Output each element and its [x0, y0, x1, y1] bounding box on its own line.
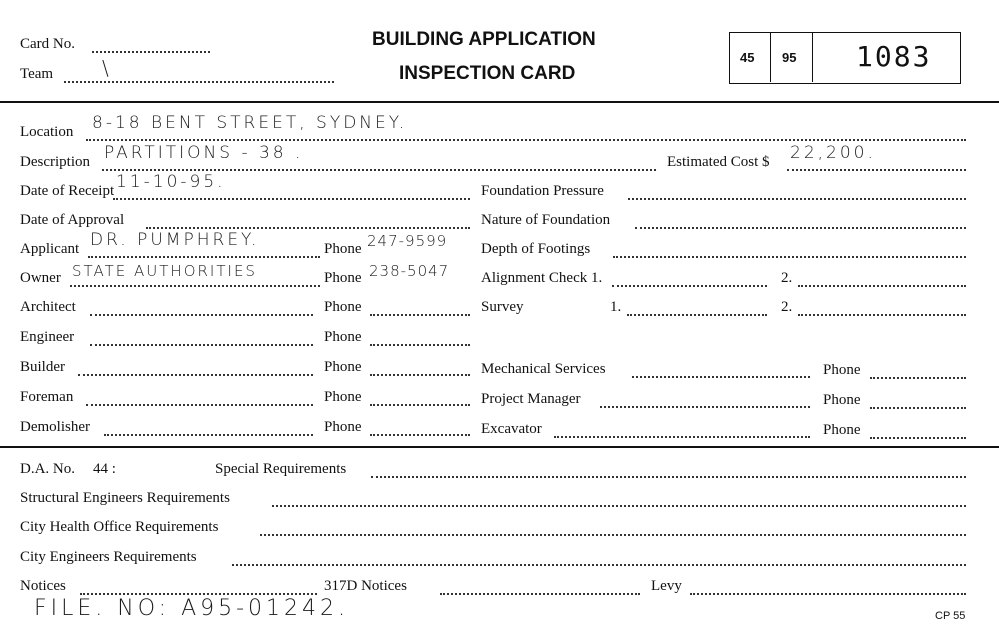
owner-value: STATE AUTHORITIES: [72, 262, 257, 280]
da-no-label: D.A. No.: [20, 461, 75, 477]
owner-phone-value: 238-5047: [369, 262, 450, 280]
owner-phone-label: Phone: [324, 270, 362, 286]
city-engineers-requirements-field[interactable]: [232, 564, 966, 566]
header-rule: [0, 101, 999, 103]
section-rule: [0, 446, 999, 448]
estimated-cost-label: Estimated Cost $: [667, 154, 770, 170]
excavator-phone-field[interactable]: [870, 437, 966, 439]
description-field[interactable]: [102, 169, 656, 171]
nature-foundation-label: Nature of Foundation: [481, 212, 611, 228]
alignment-check-label: Alignment Check 1.: [481, 270, 603, 286]
demolisher-label: Demolisher: [20, 419, 90, 435]
project-manager-phone-field[interactable]: [870, 407, 966, 409]
engineer-field[interactable]: [90, 344, 313, 346]
special-requirements-field[interactable]: [371, 476, 966, 478]
date-receipt-label: Date of Receipt: [20, 183, 115, 199]
demolisher-field[interactable]: [104, 434, 313, 436]
builder-field[interactable]: [78, 374, 313, 376]
architect-phone-label: Phone: [324, 299, 362, 315]
card-title-line2: INSPECTION CARD: [399, 63, 576, 84]
mechanical-field[interactable]: [632, 376, 810, 378]
location-value: 8-18 BENT STREET, SYDNEY.: [92, 113, 408, 133]
nature-foundation-field[interactable]: [635, 227, 966, 229]
description-label: Description: [20, 154, 90, 170]
estimated-cost-value: 22,200.: [790, 143, 876, 163]
health-requirements-field[interactable]: [260, 534, 966, 536]
form-code: CP 55: [935, 610, 966, 622]
structural-requirements-label: Structural Engineers Requirements: [20, 490, 230, 506]
alignment-check-2-field[interactable]: [798, 285, 966, 287]
applicant-field[interactable]: [88, 256, 320, 258]
engineer-phone-label: Phone: [324, 329, 362, 345]
survey-2-label: 2.: [781, 299, 793, 315]
levy-field[interactable]: [690, 593, 966, 595]
architect-field[interactable]: [90, 314, 313, 316]
date-approval-field[interactable]: [146, 227, 470, 229]
owner-field[interactable]: [70, 285, 320, 287]
structural-requirements-field[interactable]: [272, 505, 966, 507]
survey-1-label: 1.: [610, 299, 622, 315]
architect-label: Architect: [20, 299, 76, 315]
applicant-value: DR. PUMPHREY.: [90, 230, 260, 250]
team-value: \: [102, 56, 112, 80]
notices-label: Notices: [20, 578, 66, 594]
mechanical-label: Mechanical Services: [481, 361, 606, 377]
date-receipt-value: 11-10-95.: [116, 172, 226, 192]
card-number: 1083: [856, 40, 932, 73]
file-number: FILE. NO: A95-01242.: [34, 596, 350, 621]
box-divider: [812, 33, 813, 82]
notices-317d-label: 317D Notices: [324, 578, 407, 594]
foundation-pressure-field[interactable]: [628, 198, 966, 200]
box-code-a: 45: [740, 50, 755, 65]
builder-phone-label: Phone: [324, 359, 362, 375]
engineer-label: Engineer: [20, 329, 75, 345]
card-no-field[interactable]: [92, 51, 210, 53]
excavator-phone-label: Phone: [823, 422, 861, 438]
mechanical-phone-field[interactable]: [870, 377, 966, 379]
demolisher-phone-label: Phone: [324, 419, 362, 435]
notices-field[interactable]: [80, 593, 317, 595]
team-field[interactable]: [64, 81, 334, 83]
architect-phone-field[interactable]: [370, 314, 470, 316]
location-field[interactable]: [86, 139, 966, 141]
special-requirements-label: Special Requirements: [215, 461, 347, 477]
foreman-phone-label: Phone: [324, 389, 362, 405]
depth-footings-field[interactable]: [613, 256, 966, 258]
applicant-phone-label: Phone: [324, 241, 362, 257]
box-code-b: 95: [782, 50, 797, 65]
project-manager-field[interactable]: [600, 406, 810, 408]
box-divider: [770, 33, 771, 82]
notices-317d-field[interactable]: [440, 593, 640, 595]
alignment-check-1-field[interactable]: [612, 285, 767, 287]
applicant-phone-value: 247-9599: [367, 232, 448, 250]
city-engineers-requirements-label: City Engineers Requirements: [20, 549, 197, 565]
card-no-label: Card No.: [20, 36, 75, 52]
description-value: PARTITIONS - 38 .: [104, 143, 304, 163]
engineer-phone-field[interactable]: [370, 344, 470, 346]
project-manager-label: Project Manager: [481, 391, 581, 407]
estimated-cost-field[interactable]: [787, 169, 966, 171]
alignment-check-2-label: 2.: [781, 270, 793, 286]
health-requirements-label: City Health Office Requirements: [20, 519, 219, 535]
foreman-label: Foreman: [20, 389, 74, 405]
demolisher-phone-field[interactable]: [370, 434, 470, 436]
builder-label: Builder: [20, 359, 65, 375]
foundation-pressure-label: Foundation Pressure: [481, 183, 604, 199]
team-label: Team: [20, 66, 54, 82]
levy-label: Levy: [651, 578, 682, 594]
foreman-field[interactable]: [86, 404, 313, 406]
foreman-phone-field[interactable]: [370, 404, 470, 406]
survey-label: Survey: [481, 299, 524, 315]
project-manager-phone-label: Phone: [823, 392, 861, 408]
survey-1-field[interactable]: [627, 314, 767, 316]
location-label: Location: [20, 124, 74, 140]
survey-2-field[interactable]: [798, 314, 966, 316]
owner-label: Owner: [20, 270, 61, 286]
card-title-line1: BUILDING APPLICATION: [372, 29, 596, 50]
depth-footings-label: Depth of Footings: [481, 241, 591, 257]
excavator-label: Excavator: [481, 421, 542, 437]
date-receipt-field[interactable]: [113, 198, 470, 200]
date-approval-label: Date of Approval: [20, 212, 125, 228]
builder-phone-field[interactable]: [370, 374, 470, 376]
da-no-value: 44 :: [93, 461, 116, 477]
applicant-label: Applicant: [20, 241, 80, 257]
mechanical-phone-label: Phone: [823, 362, 861, 378]
excavator-field[interactable]: [554, 436, 810, 438]
